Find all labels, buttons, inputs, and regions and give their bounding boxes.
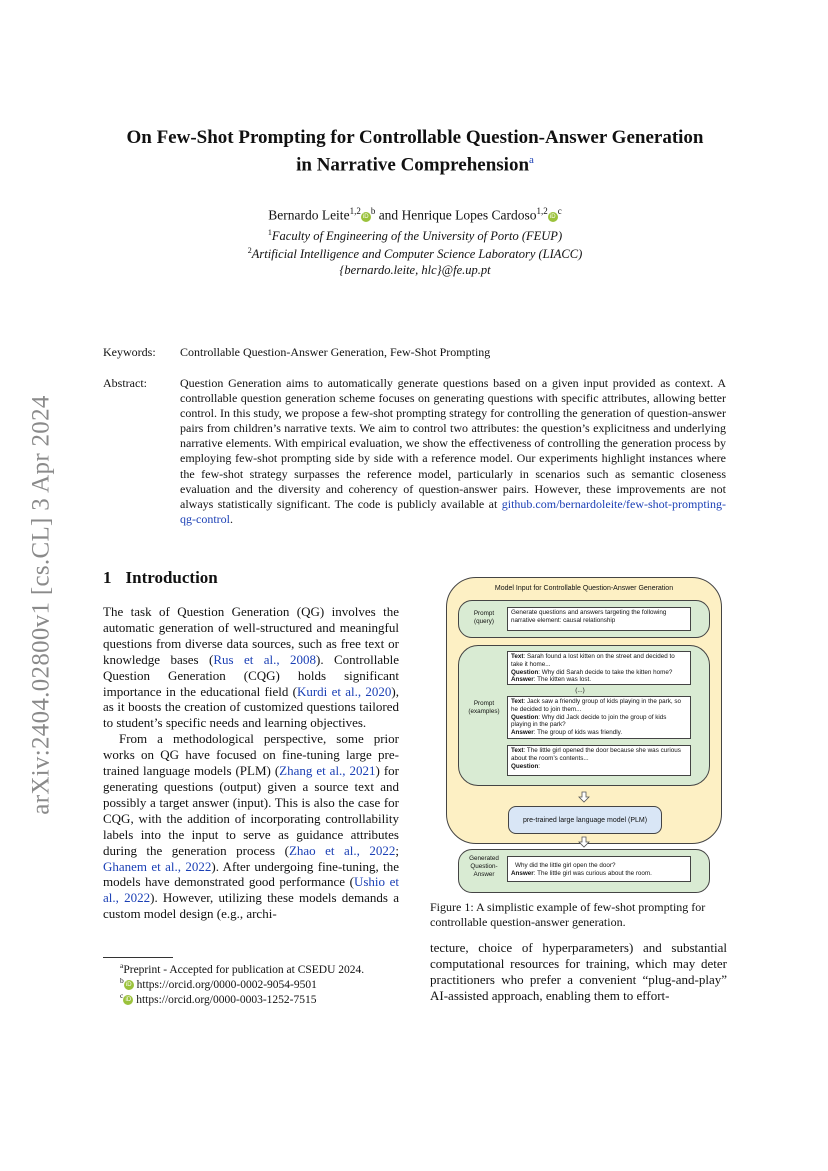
right-column	[430, 940, 727, 1004]
title-line-2: in Narrative Comprehension	[296, 154, 530, 176]
example-box-2	[507, 696, 691, 739]
abstract-label: Abstract:	[103, 376, 147, 390]
ex3-question: :	[538, 762, 541, 770]
paragraph-2	[103, 731, 399, 922]
down-arrow-icon	[578, 791, 590, 803]
affiliation-2-mark: 2	[247, 246, 252, 255]
author-2: Henrique Lopes Cardoso	[401, 207, 537, 223]
figure-caption: Figure 1: A simplistic example of few-shot prompting for controllable question-answer generation.	[430, 900, 706, 929]
ex2-answer-label: Answer	[511, 729, 534, 737]
generated-qa-label: Generated Question- Answer	[469, 855, 499, 878]
affiliation-2-text: Artificial Intelligence and Computer Science Laboratory (LIACC)	[251, 247, 583, 262]
ex2-question: : Why did Jack decide to join the group of kids playing in the park?	[511, 713, 667, 729]
citation-ghanem[interactable]: Ghanem et al., 2022	[103, 858, 212, 874]
orcid-icon[interactable]: iD	[548, 212, 558, 222]
p1-text-a: The task of Question Generation (QG) involves the automatic generation of well-structured and meaningful questions from diverse data sources, such as free text or knowledge bases (	[103, 604, 399, 667]
ex1-answer: : The kitten was lost.	[533, 676, 592, 684]
ex2-answer: : The group of kids was friendly.	[533, 729, 623, 737]
ex3-question-label: Question	[511, 762, 539, 770]
prompt-query-box	[507, 607, 691, 631]
title-footnote-mark[interactable]: a	[529, 154, 534, 166]
footnote-c	[120, 991, 316, 1006]
footnote-mark: a	[120, 961, 124, 970]
arxiv-id: arXiv:2404.02800v1 [cs.CL] 3 Apr 2024	[28, 395, 56, 815]
prompt-examples-label: Prompt (examples)	[468, 700, 500, 715]
prompt-query-text: Generate questions and answers targeting the following narrative element: causal relationship	[511, 609, 667, 624]
orcid-icon: iD	[124, 980, 134, 990]
p2-sep: ;	[395, 842, 399, 858]
abstract-body	[180, 376, 726, 527]
author-2-orcid-mark[interactable]: c	[557, 206, 562, 216]
footnote-mark: c	[120, 991, 124, 1000]
affiliation-1-mark: 1	[267, 228, 272, 237]
ex2-text-label: Text	[511, 698, 524, 705]
figure-title: Model Input for Controllable Question-Answer Generation	[494, 585, 674, 592]
author-1: Bernardo Leite	[268, 207, 350, 223]
plm-label: pre-trained large language model (PLM)	[522, 816, 648, 824]
down-arrow-icon	[578, 836, 590, 848]
keywords-text: Controllable Question-Answer Generation, Few-Shot Prompting	[180, 345, 491, 359]
generated-answer: : The little girl was curious about the room.	[533, 869, 652, 877]
citation-zhao[interactable]: Zhao et al., 2022	[288, 842, 396, 858]
p2-text-a: From a methodological perspective, some prior works on QG have focused on fine-tuning large pre-trained language models (PLM) (	[103, 731, 399, 779]
keywords-label: Keywords:	[103, 345, 156, 359]
footnote-b	[120, 976, 317, 991]
arxiv-stamp	[22, 370, 62, 840]
p2-text-b: ) for generating questions (output) given a source text and possibly a target answer (input). This is also the case for CQG, with the addition of incorporating controllability labels into the input to serve as guidance attributes during the generation process (	[103, 763, 399, 858]
orcid-link-1[interactable]: https://orcid.org/0000-0002-9054-9501	[136, 978, 317, 991]
p1-text-b: ). Controllable Question Generation (CQG) holds significant importance in the educational field (	[103, 651, 399, 699]
citation-zhang[interactable]: Zhang et al., 2021	[279, 763, 376, 779]
right-column-text: tecture, choice of hyperparameters) and substantial computational resources for training, which may deter practitioners who prefer a convenient “plug-and-play” AI-assisted approach, enabling them to effort-	[430, 940, 727, 1003]
section-title: Introduction	[125, 568, 218, 587]
ex2-text: : Jack saw a friendly group of kids playing in the park, so he decided to join them...	[511, 698, 681, 713]
ex1-question-label: Question	[511, 668, 539, 676]
paper-title	[90, 126, 740, 176]
ex3-text: : The little girl opened the door because she was curious about the room’s contents...	[511, 747, 681, 762]
generated-qa-box	[507, 856, 691, 882]
example-box-1	[507, 651, 691, 685]
orcid-link-2[interactable]: https://orcid.org/0000-0003-1252-7515	[136, 993, 317, 1006]
ex3-text-label: Text	[511, 747, 524, 754]
ex2-question-label: Question	[511, 713, 539, 721]
abstract-end: .	[230, 511, 233, 526]
affiliation-1	[90, 228, 740, 244]
examples-ellipsis: (...)	[575, 687, 585, 694]
citation-kurdi[interactable]: Kurdi et al., 2020	[296, 683, 392, 699]
orcid-icon: iD	[123, 995, 133, 1005]
section-heading	[103, 568, 218, 588]
plm-box	[508, 806, 662, 834]
footnote-mark: b	[120, 976, 124, 985]
ex1-answer-label: Answer	[511, 676, 534, 684]
title-line-1: On Few-Shot Prompting for Controllable Question-Answer Generation	[126, 127, 704, 148]
ex1-text: : Sarah found a lost kitten on the street and decided to take it home...	[511, 653, 675, 668]
ex1-text-label: Text	[511, 653, 524, 660]
p2-text-d: ). However, utilizing these models demands a custom model design (e.g., archi-	[103, 890, 399, 922]
citation-rus[interactable]: Rus et al., 2008	[213, 651, 317, 667]
p2-text-c: ). After undergoing fine-tuning, the models have demonstrated good performance (	[103, 858, 399, 890]
prompt-query-label: Prompt (query)	[473, 610, 495, 625]
author-emails: {bernardo.leite, hlc}@fe.up.pt	[339, 263, 491, 277]
generated-answer-label: Answer	[511, 869, 534, 877]
paragraph-1	[103, 604, 399, 731]
footnote-text: Preprint - Accepted for publication at CSEDU 2024.	[123, 963, 365, 976]
footnote-rule	[103, 957, 173, 958]
author-1-orcid-mark[interactable]: b	[370, 206, 376, 216]
left-column	[103, 604, 399, 922]
author-1-affil: 1,2	[349, 206, 361, 216]
author-line	[90, 206, 740, 224]
affiliation-2	[90, 246, 740, 262]
citation-ushio[interactable]: Ushio et al., 2022	[103, 874, 399, 906]
affiliation-1-text: Faculty of Engineering of the University of Porto (FEUP)	[271, 229, 563, 244]
author-2-affil: 1,2	[536, 206, 548, 216]
generated-question: Why did the little girl open the door?	[515, 862, 616, 869]
abstract-text: Question Generation aims to automatically generate questions based on a given input provided as context. A controllable question generation scheme focuses on generating questions with specific attributes, allowing better control. In this study, we propose a few-shot prompting strategy for controlling the generation of question-answer pairs from children’s narrative texts. We aim to control two attributes: the question’s explicitness and underlying narrative elements. With empirical evaluation, we show the effectiveness of controlling the generation process by employing few-shot prompting side by side with a reference model. Our experiments highlight instances where the few-shot strategy surpasses the reference model, particularly in scenarios such as semantic closeness evaluation and the diversity and coherency of question-answer pairs. However, these improvements are not always statistically significant. The code is publicly available at	[180, 376, 726, 511]
section-number: 1	[103, 568, 112, 587]
p1-text-c: ), as it boosts the creation of customized questions tailored to student’s specific needs and learning objectives.	[103, 683, 399, 731]
footnote-a	[120, 961, 364, 976]
orcid-icon[interactable]: iD	[361, 212, 371, 222]
example-box-3	[507, 745, 691, 776]
ex1-question: : Why did Sarah decide to take the kitten home?	[538, 668, 673, 676]
author-connector: and	[375, 207, 402, 223]
code-link[interactable]: github.com/bernardoleite/few-shot-prompting-qg-control	[180, 496, 727, 526]
